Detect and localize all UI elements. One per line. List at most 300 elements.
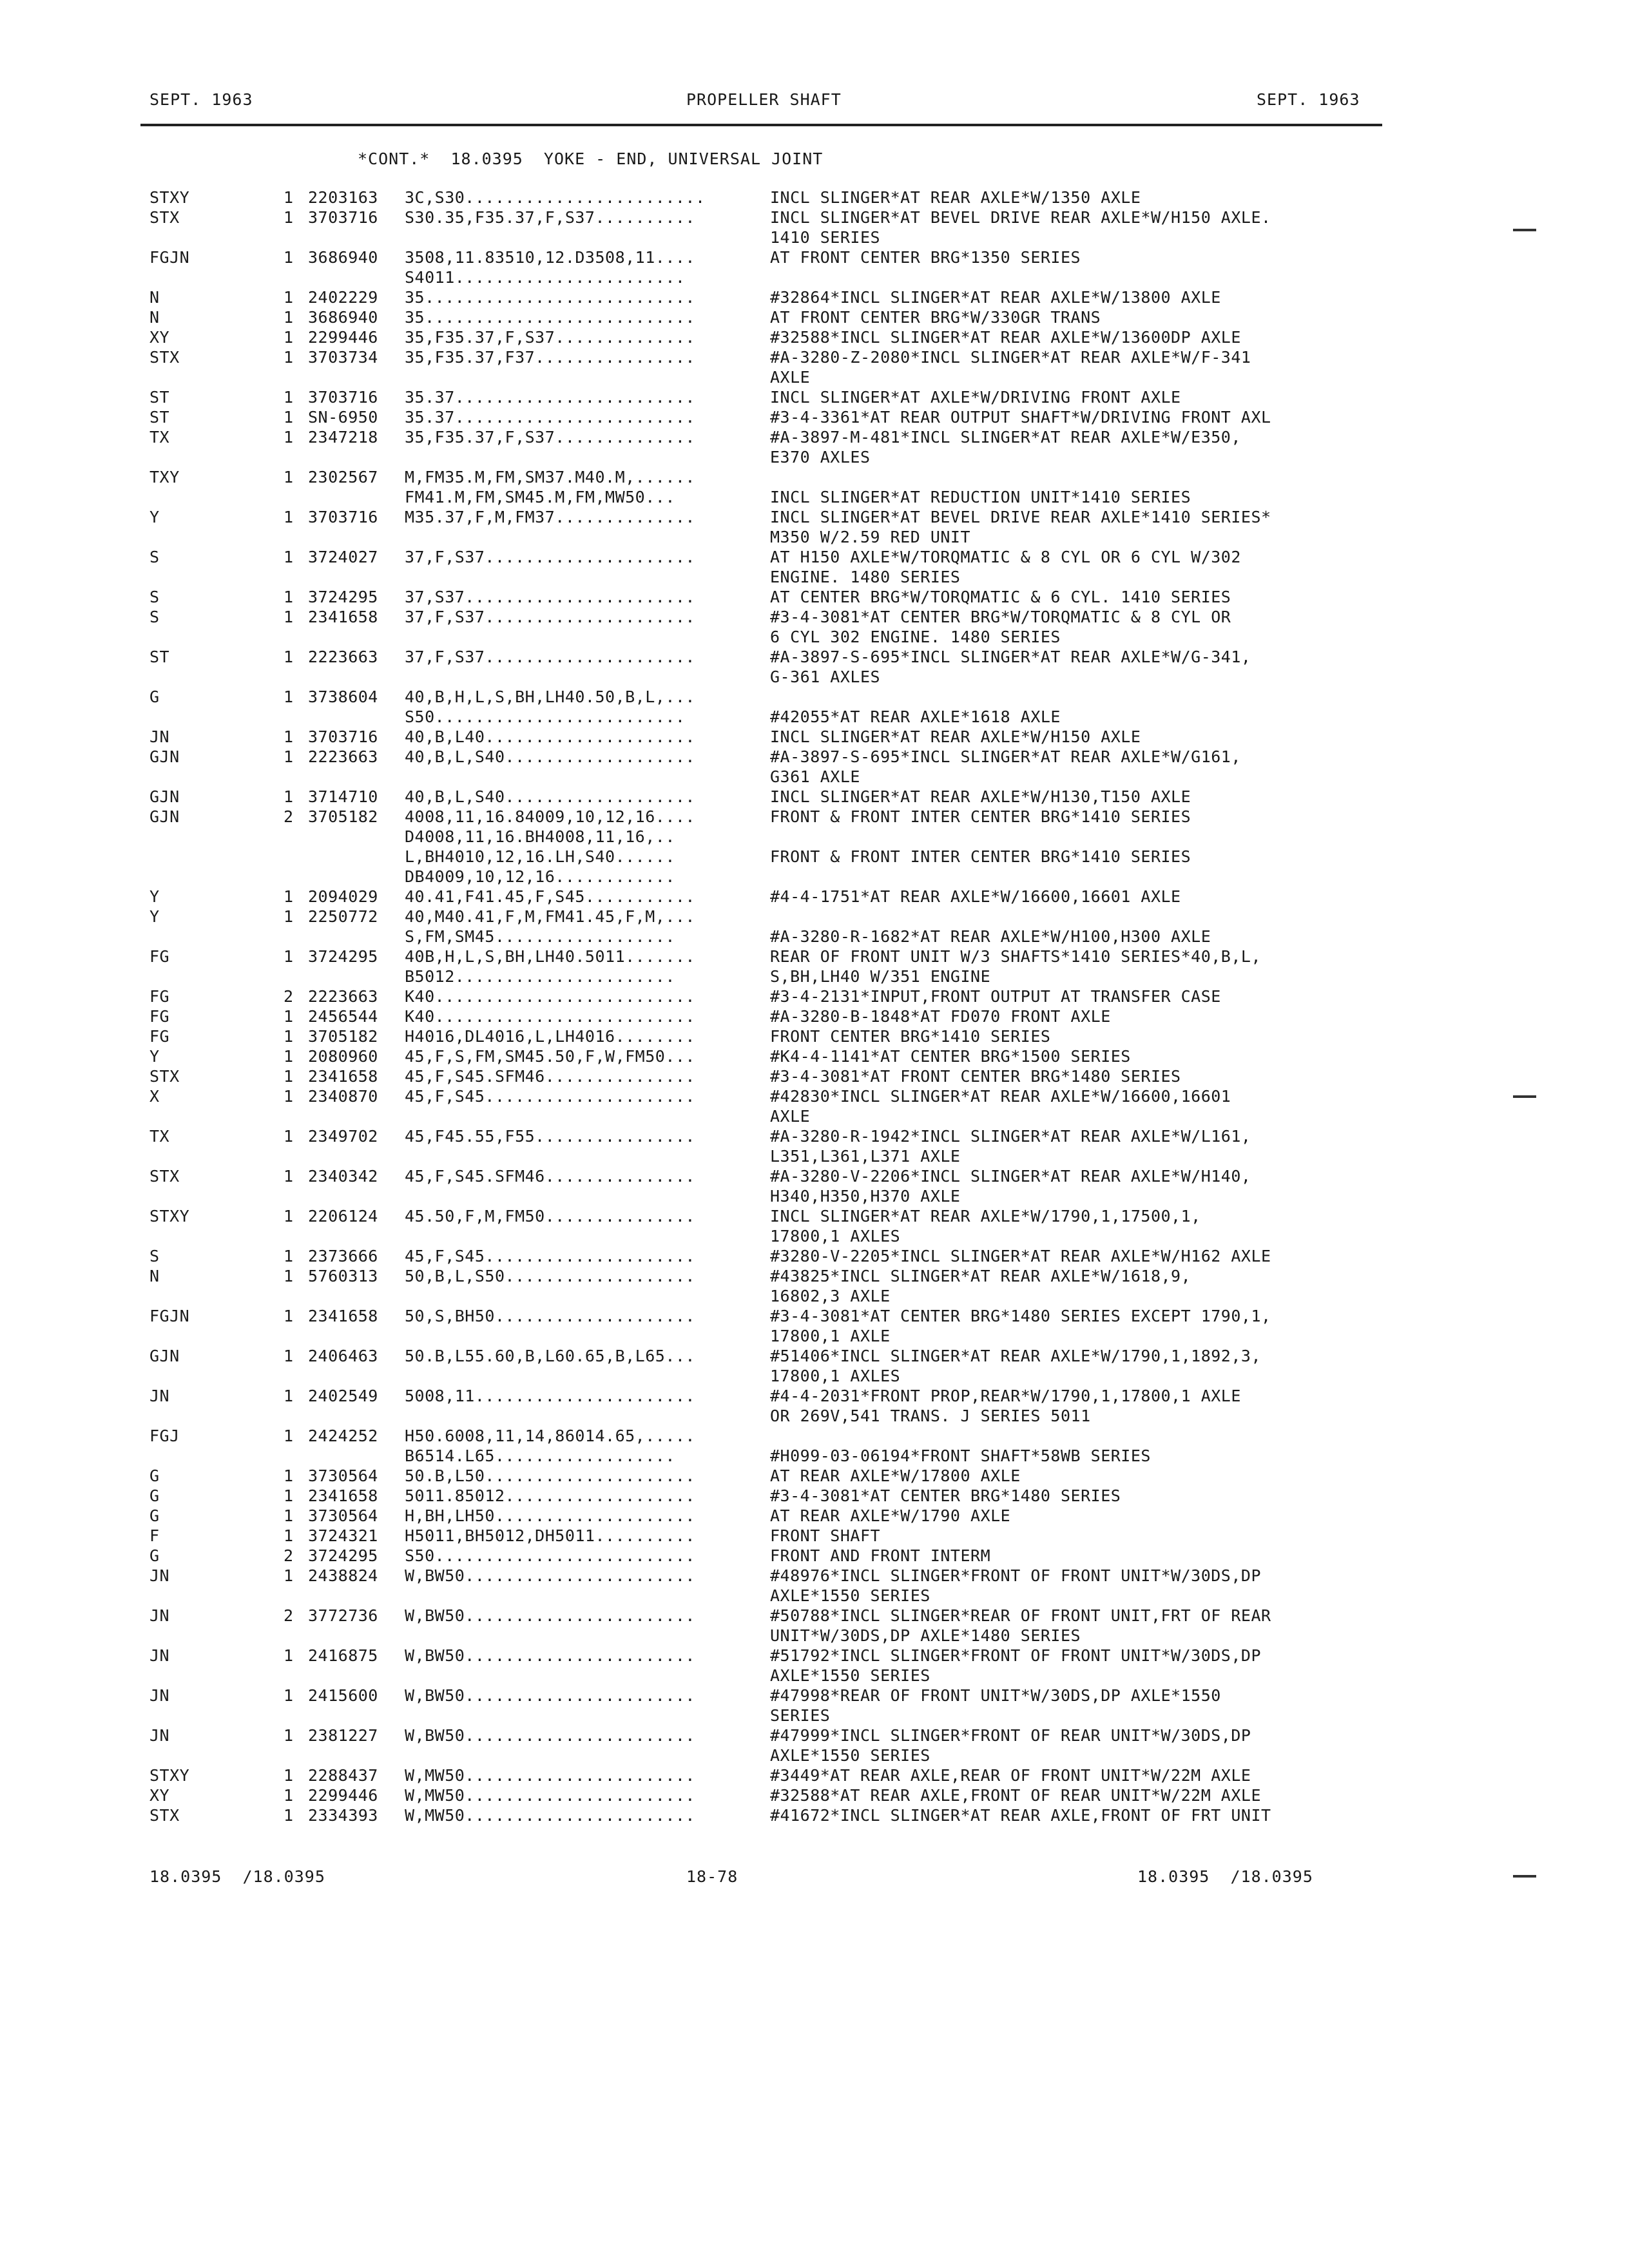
quantity: 1 bbox=[284, 1027, 294, 1046]
usage-note: #A-3897-S-695*INCL SLINGER*AT REAR AXLE*W/G-341, bbox=[770, 648, 1251, 666]
usage-note: G-361 AXLES bbox=[770, 668, 881, 686]
usage-note: 17800,1 AXLE bbox=[770, 1327, 891, 1345]
application-models: 45,F,S,FM,SM45.50,F,W,FM50... bbox=[405, 1047, 695, 1066]
quantity: 1 bbox=[284, 428, 294, 447]
quantity: 1 bbox=[284, 1806, 294, 1825]
part-number: 2416875 bbox=[308, 1646, 378, 1665]
quantity: 1 bbox=[284, 248, 294, 267]
quantity: 1 bbox=[284, 1067, 294, 1086]
part-number: 3738604 bbox=[308, 687, 378, 706]
usage-note: #3-4-3081*AT FRONT CENTER BRG*1480 SERIES bbox=[770, 1067, 1181, 1086]
usage-note: 1410 SERIES bbox=[770, 228, 881, 247]
quantity: 1 bbox=[284, 1427, 294, 1445]
list-item bbox=[0, 1806, 1629, 1826]
list-item bbox=[0, 747, 1629, 767]
part-number: 2094029 bbox=[308, 887, 378, 906]
application-models: W,MW50....................... bbox=[405, 1806, 695, 1825]
part-number: 2334393 bbox=[308, 1806, 378, 1825]
part-number: 3703716 bbox=[308, 208, 378, 227]
list-item bbox=[0, 188, 1629, 208]
usage-note: AT FRONT CENTER BRG*W/330GR TRANS bbox=[770, 308, 1101, 327]
vehicle-code: STXY bbox=[149, 188, 190, 207]
usage-note: 17800,1 AXLES bbox=[770, 1227, 901, 1245]
usage-note: 6 CYL 302 ENGINE. 1480 SERIES bbox=[770, 628, 1061, 646]
part-number: 2456544 bbox=[308, 1007, 378, 1026]
usage-note: E370 AXLES bbox=[770, 448, 871, 466]
usage-note: INCL SLINGER*AT REAR AXLE*W/1790,1,17500,1, bbox=[770, 1207, 1201, 1225]
quantity: 1 bbox=[284, 1207, 294, 1225]
usage-note: UNIT*W/30DS,DP AXLE*1480 SERIES bbox=[770, 1626, 1081, 1645]
usage-note: FRONT AND FRONT INTERM bbox=[770, 1546, 991, 1565]
usage-note: #50788*INCL SLINGER*REAR OF FRONT UNIT,FRT OF REAR bbox=[770, 1606, 1271, 1625]
vehicle-code: STX bbox=[149, 348, 180, 367]
vehicle-code: N bbox=[149, 308, 160, 327]
list-item bbox=[0, 368, 1629, 388]
margin-mark bbox=[1513, 1875, 1536, 1878]
usage-note: INCL SLINGER*AT REAR AXLE*W/1350 AXLE bbox=[770, 188, 1141, 207]
application-models: 35,F35.37,F,S37.............. bbox=[405, 428, 695, 447]
usage-note: AT REAR AXLE*W/1790 AXLE bbox=[770, 1506, 1011, 1525]
part-number: 2250772 bbox=[308, 907, 378, 926]
usage-note: AT FRONT CENTER BRG*1350 SERIES bbox=[770, 248, 1081, 267]
application-models: H5011,BH5012,DH5011.......... bbox=[405, 1526, 695, 1545]
part-number: 3703716 bbox=[308, 727, 378, 746]
part-number: 3686940 bbox=[308, 248, 378, 267]
quantity: 2 bbox=[284, 1546, 294, 1565]
vehicle-code: STX bbox=[149, 1167, 180, 1186]
application-models: 37,F,S37..................... bbox=[405, 608, 695, 626]
usage-note: AXLE*1550 SERIES bbox=[770, 1666, 930, 1685]
list-item bbox=[0, 228, 1629, 248]
parts-list bbox=[0, 188, 1629, 1826]
list-item bbox=[0, 648, 1629, 668]
list-item bbox=[0, 428, 1629, 448]
application-models: 45,F,S45..................... bbox=[405, 1247, 695, 1265]
vehicle-code: JN bbox=[149, 1566, 170, 1585]
footer-page-number: 18-78 bbox=[686, 1867, 738, 1886]
part-number: 2206124 bbox=[308, 1207, 378, 1225]
list-item bbox=[0, 628, 1629, 648]
vehicle-code: FGJ bbox=[149, 1427, 180, 1445]
vehicle-code: GJN bbox=[149, 1347, 180, 1365]
quantity: 1 bbox=[284, 1267, 294, 1285]
usage-note: INCL SLINGER*AT BEVEL DRIVE REAR AXLE*1410 SERIES* bbox=[770, 508, 1271, 526]
list-item bbox=[0, 1546, 1629, 1566]
list-item bbox=[0, 1287, 1629, 1307]
vehicle-code: N bbox=[149, 288, 160, 307]
application-models: 35,F35.37,F37................ bbox=[405, 348, 695, 367]
part-number: 3730564 bbox=[308, 1506, 378, 1525]
usage-note: #A-3280-R-1942*INCL SLINGER*AT REAR AXLE*W/L161, bbox=[770, 1127, 1251, 1146]
application-models: 50,B,L,S50................... bbox=[405, 1267, 695, 1285]
quantity: 1 bbox=[284, 1486, 294, 1505]
quantity: 1 bbox=[284, 1167, 294, 1186]
quantity: 1 bbox=[284, 608, 294, 626]
part-number: 2341658 bbox=[308, 608, 378, 626]
list-item bbox=[0, 1167, 1629, 1187]
application-models: K40.......................... bbox=[405, 1007, 695, 1026]
application-models: 40B,H,L,S,BH,LH40.5011....... bbox=[405, 947, 695, 966]
quantity: 1 bbox=[284, 727, 294, 746]
part-number: 2302567 bbox=[308, 468, 378, 486]
usage-note: AT REAR AXLE*W/17800 AXLE bbox=[770, 1466, 1021, 1485]
quantity: 1 bbox=[284, 1247, 294, 1265]
usage-note: #3-4-3081*AT CENTER BRG*1480 SERIES EXCEPT 1790,1, bbox=[770, 1307, 1271, 1325]
usage-note: #A-3897-S-695*INCL SLINGER*AT REAR AXLE*W/G161, bbox=[770, 747, 1241, 766]
list-item bbox=[0, 1247, 1629, 1267]
part-number: 2223663 bbox=[308, 648, 378, 666]
quantity: 1 bbox=[284, 1566, 294, 1585]
list-item bbox=[0, 787, 1629, 807]
vehicle-code: S bbox=[149, 608, 160, 626]
list-item bbox=[0, 568, 1629, 588]
vehicle-code: S bbox=[149, 548, 160, 566]
part-number: 2381227 bbox=[308, 1726, 378, 1745]
vehicle-code: Y bbox=[149, 907, 160, 926]
application-models: 40,B,L,S40................... bbox=[405, 787, 695, 806]
application-models: 37,S37....................... bbox=[405, 588, 695, 606]
part-number: 2406463 bbox=[308, 1347, 378, 1365]
usage-note: #43825*INCL SLINGER*AT REAR AXLE*W/1618,9, bbox=[770, 1267, 1191, 1285]
part-number: 2223663 bbox=[308, 987, 378, 1006]
list-item bbox=[0, 1626, 1629, 1646]
usage-note: #32588*AT REAR AXLE,FRONT OF REAR UNIT*W/22M AXLE bbox=[770, 1786, 1262, 1805]
part-number: 2299446 bbox=[308, 1786, 378, 1805]
list-item bbox=[0, 1427, 1629, 1446]
vehicle-code: G bbox=[149, 1486, 160, 1505]
list-item bbox=[0, 1127, 1629, 1147]
usage-note: #3280-V-2205*INCL SLINGER*AT REAR AXLE*W/H162 AXLE bbox=[770, 1247, 1271, 1265]
part-number: 3724027 bbox=[308, 548, 378, 566]
list-item bbox=[0, 1666, 1629, 1686]
quantity: 1 bbox=[284, 1786, 294, 1805]
part-number: 3724295 bbox=[308, 1546, 378, 1565]
list-item bbox=[0, 1187, 1629, 1207]
list-item bbox=[0, 288, 1629, 308]
list-item bbox=[0, 468, 1629, 488]
usage-note: INCL SLINGER*AT AXLE*W/DRIVING FRONT AXLE bbox=[770, 388, 1181, 407]
application-models: 37,F,S37..................... bbox=[405, 548, 695, 566]
list-item bbox=[0, 1327, 1629, 1347]
application-models: 35........................... bbox=[405, 288, 695, 307]
application-models: 40,B,L,S40................... bbox=[405, 747, 695, 766]
application-models: B6514.L65.................. bbox=[405, 1446, 675, 1465]
list-item bbox=[0, 308, 1629, 328]
vehicle-code: STX bbox=[149, 1067, 180, 1086]
list-item bbox=[0, 987, 1629, 1007]
application-models: D4008,11,16.BH4008,11,16,.. bbox=[405, 827, 675, 846]
usage-note: INCL SLINGER*AT BEVEL DRIVE REAR AXLE*W/H150 AXLE. bbox=[770, 208, 1271, 227]
application-models: K40.......................... bbox=[405, 987, 695, 1006]
part-number: 2349702 bbox=[308, 1127, 378, 1146]
vehicle-code: XY bbox=[149, 1786, 170, 1805]
vehicle-code: Y bbox=[149, 508, 160, 526]
header-date-right: SEPT. 1963 bbox=[1257, 90, 1360, 109]
usage-note: L351,L361,L371 AXLE bbox=[770, 1147, 961, 1166]
part-number: 2203163 bbox=[308, 188, 378, 207]
application-models: H50.6008,11,14,86014.65,..... bbox=[405, 1427, 695, 1445]
usage-note: #A-3280-Z-2080*INCL SLINGER*AT REAR AXLE*W/F-341 bbox=[770, 348, 1251, 367]
list-item bbox=[0, 1347, 1629, 1367]
list-item bbox=[0, 1227, 1629, 1247]
part-number: 3705182 bbox=[308, 807, 378, 826]
application-models: 4008,11,16.84009,10,12,16.... bbox=[405, 807, 695, 826]
part-number: 2340342 bbox=[308, 1167, 378, 1186]
part-number: 2438824 bbox=[308, 1566, 378, 1585]
list-item bbox=[0, 1566, 1629, 1586]
application-models: 40,M40.41,F,M,FM41.45,F,M,... bbox=[405, 907, 695, 926]
list-item bbox=[0, 1047, 1629, 1067]
quantity: 1 bbox=[284, 548, 294, 566]
quantity: 1 bbox=[284, 687, 294, 706]
usage-note: 17800,1 AXLES bbox=[770, 1367, 901, 1385]
list-item bbox=[0, 1466, 1629, 1486]
application-models: W,MW50....................... bbox=[405, 1766, 695, 1785]
part-number: 3730564 bbox=[308, 1466, 378, 1485]
quantity: 2 bbox=[284, 807, 294, 826]
quantity: 1 bbox=[284, 348, 294, 367]
list-item bbox=[0, 1606, 1629, 1626]
part-number: 3724295 bbox=[308, 947, 378, 966]
usage-note: #47998*REAR OF FRONT UNIT*W/30DS,DP AXLE*1550 bbox=[770, 1686, 1221, 1705]
list-item bbox=[0, 1726, 1629, 1746]
application-models: W,MW50....................... bbox=[405, 1786, 695, 1805]
part-number: 2341658 bbox=[308, 1307, 378, 1325]
vehicle-code: JN bbox=[149, 1606, 170, 1625]
header-title: PROPELLER SHAFT bbox=[686, 90, 842, 109]
quantity: 1 bbox=[284, 947, 294, 966]
vehicle-code: GJN bbox=[149, 807, 180, 826]
part-number: 2341658 bbox=[308, 1067, 378, 1086]
usage-note: M350 W/2.59 RED UNIT bbox=[770, 528, 971, 546]
application-models: 35,F35.37,F,S37.............. bbox=[405, 328, 695, 347]
list-item bbox=[0, 328, 1629, 348]
application-models: 37,F,S37..................... bbox=[405, 648, 695, 666]
list-item bbox=[0, 508, 1629, 528]
vehicle-code: XY bbox=[149, 328, 170, 347]
vehicle-code: GJN bbox=[149, 787, 180, 806]
vehicle-code: TX bbox=[149, 1127, 170, 1146]
usage-note: #4-4-1751*AT REAR AXLE*W/16600,16601 AXLE bbox=[770, 887, 1181, 906]
application-models: W,BW50....................... bbox=[405, 1686, 695, 1705]
list-item bbox=[0, 488, 1629, 508]
part-number: 3714710 bbox=[308, 787, 378, 806]
part-number: 3703734 bbox=[308, 348, 378, 367]
list-item bbox=[0, 1786, 1629, 1806]
vehicle-code: TX bbox=[149, 428, 170, 447]
list-item bbox=[0, 1307, 1629, 1327]
vehicle-code: JN bbox=[149, 727, 170, 746]
vehicle-code: ST bbox=[149, 408, 170, 427]
usage-note: #42055*AT REAR AXLE*1618 AXLE bbox=[770, 707, 1061, 726]
application-models: H,BH,LH50.................... bbox=[405, 1506, 695, 1525]
list-item bbox=[0, 208, 1629, 228]
vehicle-code: ST bbox=[149, 648, 170, 666]
application-models: 45,F,S45.SFM46............... bbox=[405, 1167, 695, 1186]
vehicle-code: S bbox=[149, 588, 160, 606]
usage-note: G361 AXLE bbox=[770, 767, 860, 786]
quantity: 1 bbox=[284, 1466, 294, 1485]
list-item bbox=[0, 548, 1629, 568]
usage-note: ENGINE. 1480 SERIES bbox=[770, 568, 961, 586]
list-item bbox=[0, 1267, 1629, 1287]
quantity: 1 bbox=[284, 1526, 294, 1545]
list-item bbox=[0, 1586, 1629, 1606]
list-item bbox=[0, 1646, 1629, 1666]
list-item bbox=[0, 268, 1629, 288]
usage-note: SERIES bbox=[770, 1706, 831, 1725]
vehicle-code: G bbox=[149, 1506, 160, 1525]
list-item bbox=[0, 1067, 1629, 1087]
vehicle-code: FG bbox=[149, 1027, 170, 1046]
quantity: 1 bbox=[284, 588, 294, 606]
vehicle-code: Y bbox=[149, 887, 160, 906]
quantity: 1 bbox=[284, 1686, 294, 1705]
part-number: 3703716 bbox=[308, 508, 378, 526]
application-models: 40,B,H,L,S,BH,LH40.50,B,L,... bbox=[405, 687, 695, 706]
vehicle-code: Y bbox=[149, 1047, 160, 1066]
list-item bbox=[0, 967, 1629, 987]
vehicle-code: JN bbox=[149, 1646, 170, 1665]
part-number: 3703716 bbox=[308, 388, 378, 407]
list-item bbox=[0, 248, 1629, 268]
vehicle-code: X bbox=[149, 1087, 160, 1106]
usage-note: 16802,3 AXLE bbox=[770, 1287, 891, 1305]
quantity: 1 bbox=[284, 1127, 294, 1146]
application-models: 5011.85012................... bbox=[405, 1486, 695, 1505]
usage-note: S,BH,LH40 W/351 ENGINE bbox=[770, 967, 991, 986]
usage-note: #A-3897-M-481*INCL SLINGER*AT REAR AXLE*W/E350, bbox=[770, 428, 1241, 447]
part-number: 2299446 bbox=[308, 328, 378, 347]
usage-note: REAR OF FRONT UNIT W/3 SHAFTS*1410 SERIES*40,B,L, bbox=[770, 947, 1262, 966]
list-item bbox=[0, 1706, 1629, 1726]
usage-note: AXLE*1550 SERIES bbox=[770, 1586, 930, 1605]
usage-note: FRONT CENTER BRG*1410 SERIES bbox=[770, 1027, 1051, 1046]
part-number: 2288437 bbox=[308, 1766, 378, 1785]
list-item bbox=[0, 827, 1629, 847]
usage-note: #3-4-3081*AT CENTER BRG*1480 SERIES bbox=[770, 1486, 1121, 1505]
usage-note: #A-3280-B-1848*AT FD070 FRONT AXLE bbox=[770, 1007, 1111, 1026]
usage-note: FRONT & FRONT INTER CENTER BRG*1410 SERIES bbox=[770, 807, 1191, 826]
list-item bbox=[0, 1407, 1629, 1427]
list-item bbox=[0, 867, 1629, 887]
vehicle-code: GJN bbox=[149, 747, 180, 766]
list-item bbox=[0, 947, 1629, 967]
usage-note: INCL SLINGER*AT REAR AXLE*W/H130,T150 AXLE bbox=[770, 787, 1191, 806]
application-models: 45,F,S45..................... bbox=[405, 1087, 695, 1106]
list-item bbox=[0, 687, 1629, 707]
margin-mark bbox=[1513, 1095, 1536, 1098]
list-item bbox=[0, 1107, 1629, 1127]
application-models: S50.......................... bbox=[405, 1546, 695, 1565]
vehicle-code: F bbox=[149, 1526, 160, 1545]
usage-note: OR 269V,541 TRANS. J SERIES 5011 bbox=[770, 1407, 1091, 1425]
quantity: 1 bbox=[284, 308, 294, 327]
part-number: 3705182 bbox=[308, 1027, 378, 1046]
application-models: S,FM,SM45.................. bbox=[405, 927, 675, 946]
usage-note: AXLE bbox=[770, 1107, 811, 1126]
application-models: W,BW50....................... bbox=[405, 1646, 695, 1665]
list-item bbox=[0, 448, 1629, 468]
vehicle-code: FGJN bbox=[149, 1307, 190, 1325]
application-models: W,BW50....................... bbox=[405, 1606, 695, 1625]
vehicle-code: STXY bbox=[149, 1766, 190, 1785]
quantity: 1 bbox=[284, 388, 294, 407]
list-item bbox=[0, 1486, 1629, 1506]
application-models: W,BW50....................... bbox=[405, 1566, 695, 1585]
application-models: M35.37,F,M,FM37.............. bbox=[405, 508, 695, 526]
usage-note: #3-4-3081*AT CENTER BRG*W/TORQMATIC & 8 CYL OR bbox=[770, 608, 1231, 626]
list-item bbox=[0, 388, 1629, 408]
list-item bbox=[0, 1027, 1629, 1047]
list-item bbox=[0, 1087, 1629, 1107]
quantity: 1 bbox=[284, 907, 294, 926]
usage-note: #32864*INCL SLINGER*AT REAR AXLE*W/13800 AXLE bbox=[770, 288, 1221, 307]
usage-note: #3449*AT REAR AXLE,REAR OF FRONT UNIT*W/22M AXLE bbox=[770, 1766, 1251, 1785]
application-models: 35.37........................ bbox=[405, 388, 695, 407]
application-models: H4016,DL4016,L,LH4016........ bbox=[405, 1027, 695, 1046]
quantity: 1 bbox=[284, 1646, 294, 1665]
list-item bbox=[0, 727, 1629, 747]
quantity: 2 bbox=[284, 987, 294, 1006]
vehicle-code: STX bbox=[149, 208, 180, 227]
usage-note: #A-3280-V-2206*INCL SLINGER*AT REAR AXLE*W/H140, bbox=[770, 1167, 1251, 1186]
quantity: 1 bbox=[284, 787, 294, 806]
usage-note: #H099-03-06194*FRONT SHAFT*58WB SERIES bbox=[770, 1446, 1151, 1465]
application-models: B5012...................... bbox=[405, 967, 675, 986]
usage-note: AXLE*1550 SERIES bbox=[770, 1746, 930, 1765]
part-number: 2373666 bbox=[308, 1247, 378, 1265]
vehicle-code: G bbox=[149, 687, 160, 706]
quantity: 1 bbox=[284, 1307, 294, 1325]
usage-note: #48976*INCL SLINGER*FRONT OF FRONT UNIT*W/30DS,DP bbox=[770, 1566, 1262, 1585]
list-item bbox=[0, 767, 1629, 787]
quantity: 1 bbox=[284, 1087, 294, 1106]
usage-note: AT H150 AXLE*W/TORQMATIC & 8 CYL OR 6 CYL W/302 bbox=[770, 548, 1241, 566]
usage-note: FRONT & FRONT INTER CENTER BRG*1410 SERIES bbox=[770, 847, 1191, 866]
application-models: 5008,11...................... bbox=[405, 1387, 695, 1405]
list-item bbox=[0, 1387, 1629, 1407]
list-item bbox=[0, 1506, 1629, 1526]
application-models: S30.35,F35.37,F,S37.......... bbox=[405, 208, 695, 227]
application-models: 50.B,L55.60,B,L60.65,B,L65... bbox=[405, 1347, 695, 1365]
quantity: 1 bbox=[284, 1506, 294, 1525]
list-item bbox=[0, 907, 1629, 927]
quantity: 1 bbox=[284, 208, 294, 227]
list-item bbox=[0, 528, 1629, 548]
list-item bbox=[0, 608, 1629, 628]
margin-mark bbox=[1513, 229, 1536, 231]
part-number: 2340870 bbox=[308, 1087, 378, 1106]
vehicle-code: ST bbox=[149, 388, 170, 407]
application-models: 45,F45.55,F55................ bbox=[405, 1127, 695, 1146]
quantity: 1 bbox=[284, 288, 294, 307]
vehicle-code: G bbox=[149, 1546, 160, 1565]
part-number: 2347218 bbox=[308, 428, 378, 447]
vehicle-code: FG bbox=[149, 947, 170, 966]
vehicle-code: S bbox=[149, 1247, 160, 1265]
usage-note: AXLE bbox=[770, 368, 811, 387]
application-models: 50,S,BH50.................... bbox=[405, 1307, 695, 1325]
application-models: 3508,11.83510,12.D3508,11.... bbox=[405, 248, 695, 267]
header-divider bbox=[140, 124, 1382, 126]
quantity: 1 bbox=[284, 1387, 294, 1405]
usage-note: #4-4-2031*FRONT PROP,REAR*W/1790,1,17800,1 AXLE bbox=[770, 1387, 1241, 1405]
usage-note: #51792*INCL SLINGER*FRONT OF FRONT UNIT*W/30DS,DP bbox=[770, 1646, 1262, 1665]
usage-note: FRONT SHAFT bbox=[770, 1526, 881, 1545]
footer-ref-left: 18.0395 /18.0395 bbox=[149, 1867, 325, 1886]
application-models: DB4009,10,12,16............ bbox=[405, 867, 675, 886]
